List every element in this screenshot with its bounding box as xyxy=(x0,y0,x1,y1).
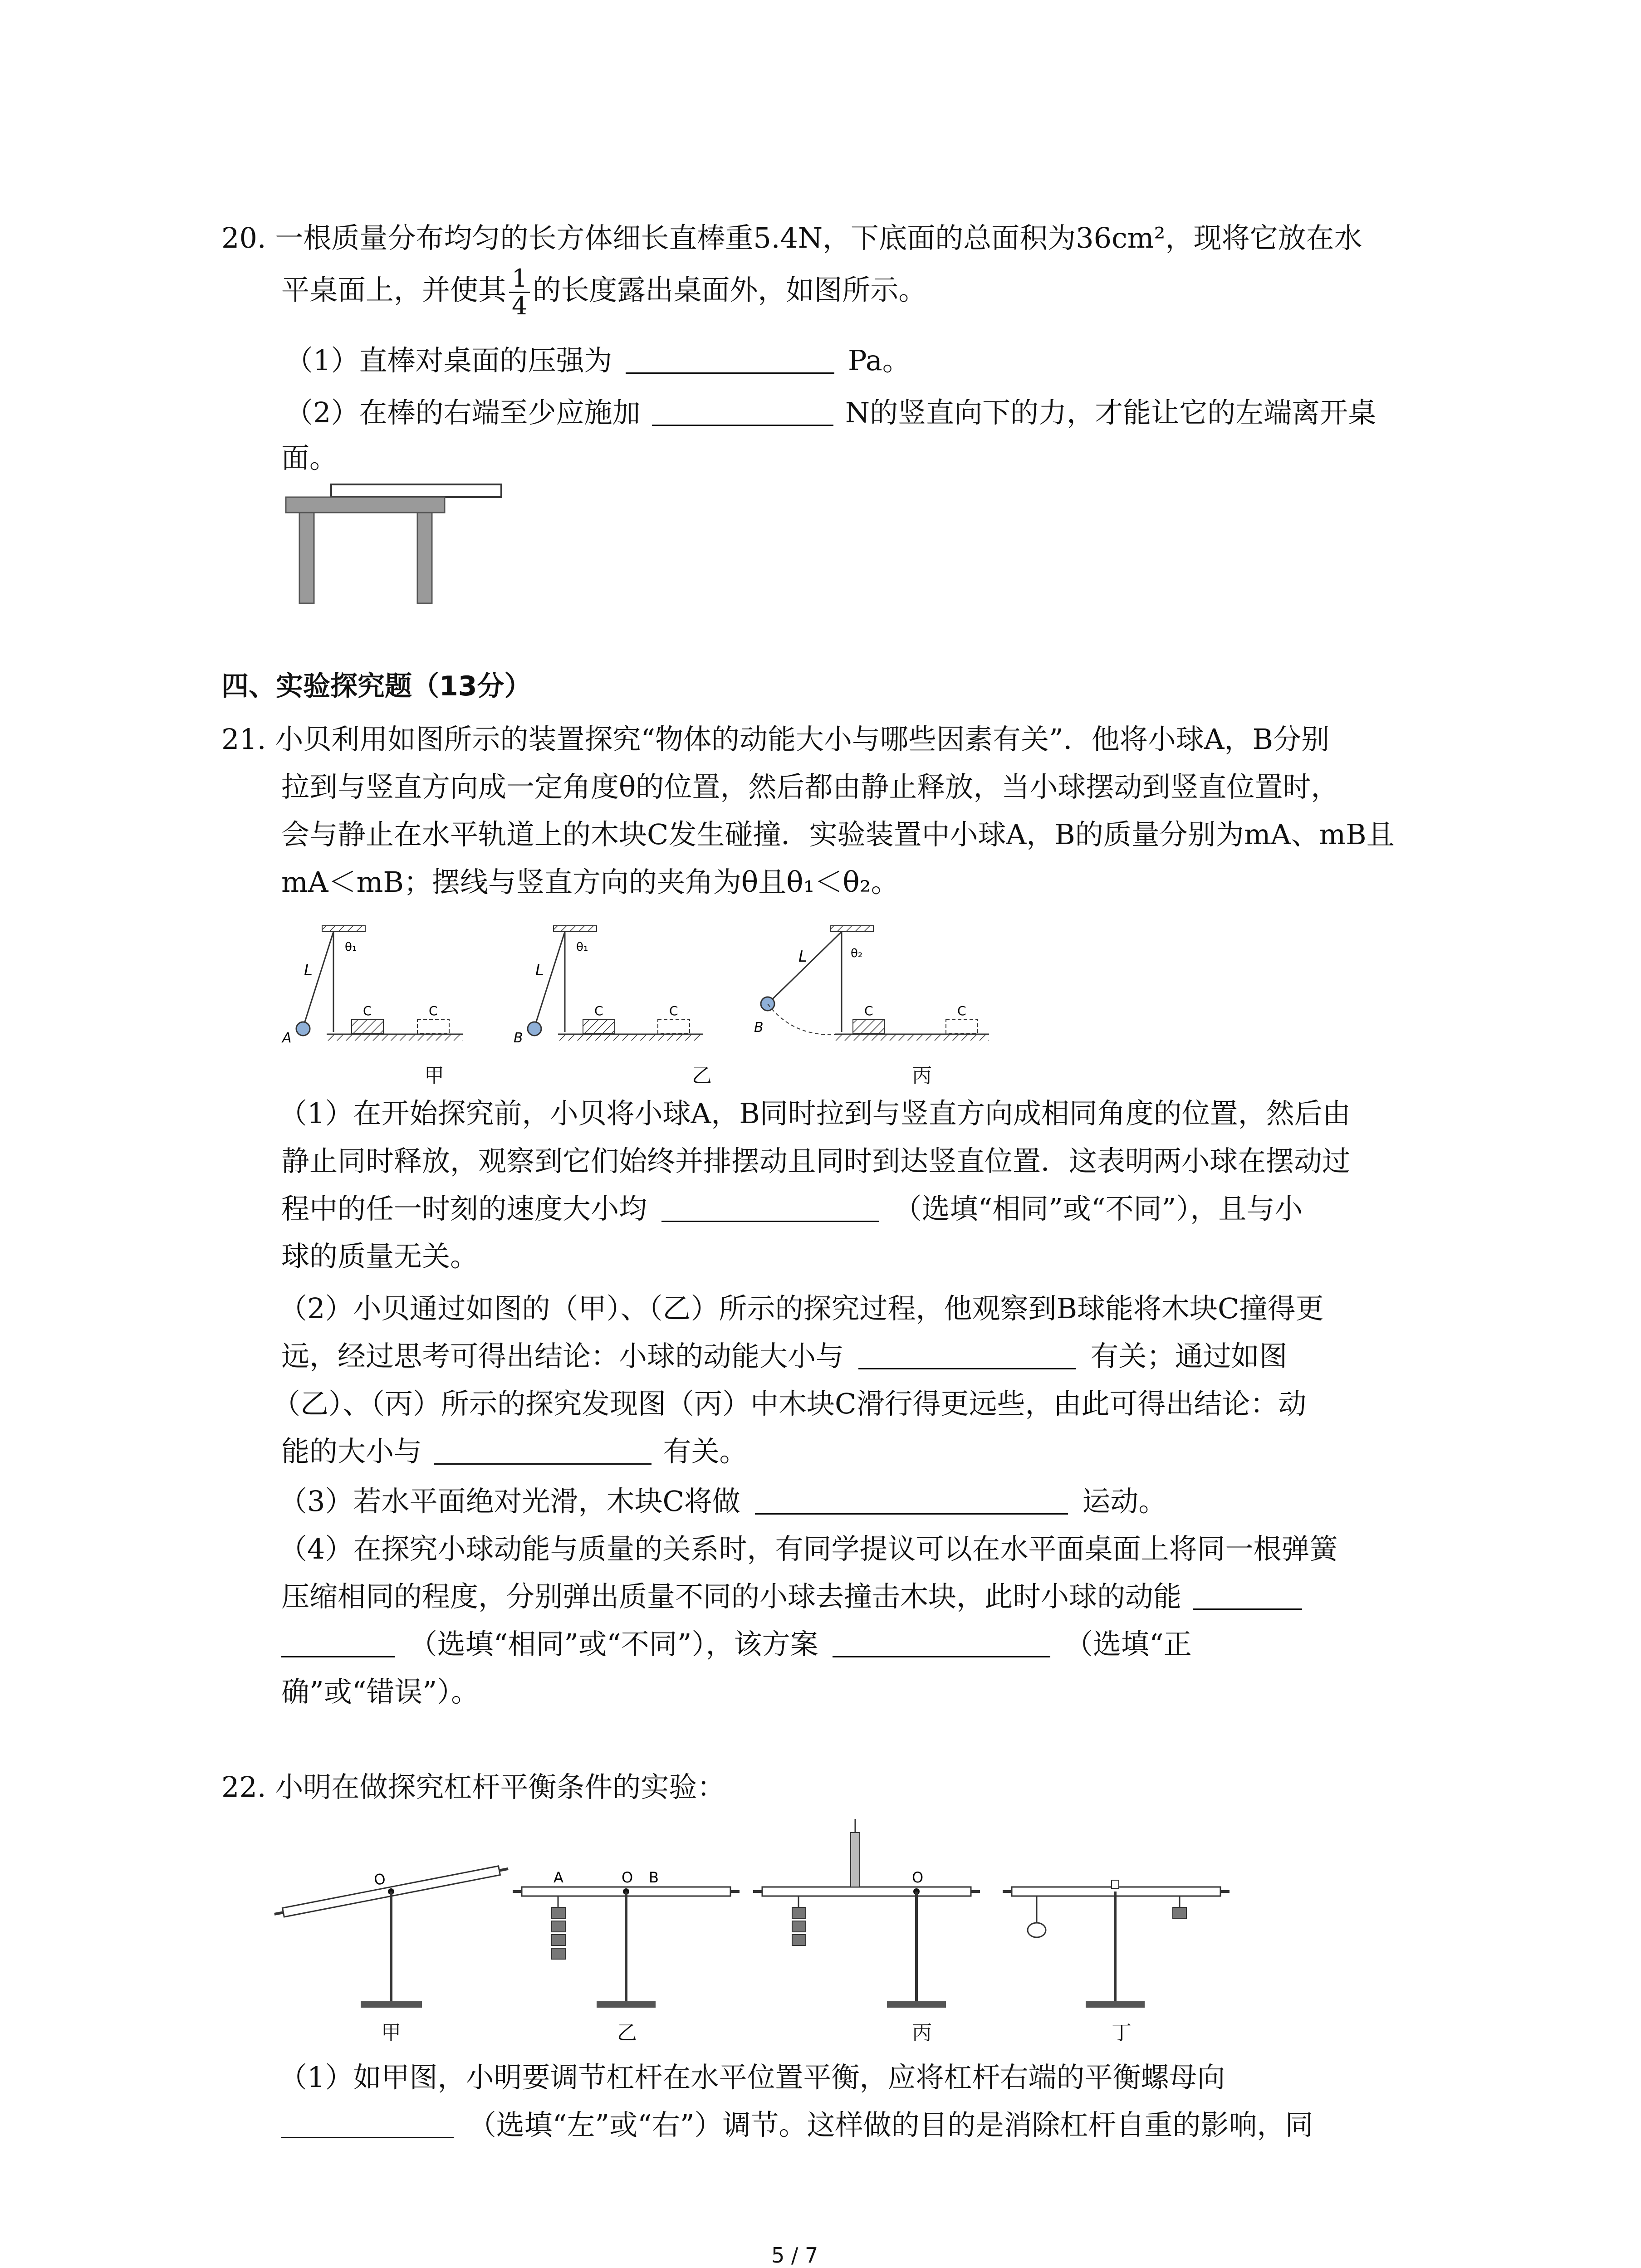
caption-jia: 甲 xyxy=(424,1064,444,1087)
section-heading: 四、实验探究题（13分） xyxy=(221,670,532,702)
q21-p1-line2: 静止同时释放，观察到它们始终并排摆动且同时到达竖直位置．这表明两小球在摆动过 xyxy=(281,1144,1351,1178)
answer-blank[interactable] xyxy=(281,1624,395,1657)
svg-text:A: A xyxy=(554,1869,563,1886)
q22-p1-line1: （1）如甲图，小明要调节杠杆在水平位置平衡，应将杠杆右端的平衡螺母向 xyxy=(279,2061,1225,2094)
lever-bing xyxy=(753,1819,980,2008)
block-c-final xyxy=(417,1020,449,1033)
lever-figures xyxy=(272,1814,1270,2023)
q21-p4-line2: 压缩相同的程度，分别弹出质量不同的小球去撞击木块，此时小球的动能 xyxy=(281,1576,1305,1617)
fraction-one-quarter: $\frac{1}{4}$ xyxy=(509,265,530,319)
q20-line2: 平桌面上，并使其 $\frac{1}{4}$ 的长度露出桌面外，如图所示。 xyxy=(281,264,927,320)
rod xyxy=(331,484,501,497)
svg-text:A: A xyxy=(282,1030,292,1046)
caption-yi: 乙 xyxy=(617,2021,637,2044)
q20-number: 20. xyxy=(221,221,266,254)
q21-p4-line1: （4）在探究小球动能与质量的关系时，有同学提议可以在水平面桌面上将同一根弹簧 xyxy=(279,1532,1338,1565)
pendulum-figures xyxy=(272,925,1043,1075)
figure-bing xyxy=(754,925,989,1041)
lever-jia xyxy=(272,1847,509,2008)
caption-yi: 乙 xyxy=(692,1064,712,1087)
caption-jia: 甲 xyxy=(381,2021,401,2044)
block-c-final xyxy=(658,1020,690,1033)
q21-p2-line3: （乙）、（丙）所示的探究发现图（丙）中木块C滑行得更远些，由此可得出结论：动 xyxy=(272,1387,1307,1420)
q21-p4-line4: 确”或“错误”）。 xyxy=(281,1675,480,1708)
q21-p1-line1: （1）在开始探究前，小贝将小球A，B同时拉到与竖直方向成相同角度的位置，然后由 xyxy=(279,1097,1351,1130)
answer-blank[interactable] xyxy=(755,1481,1068,1515)
ball-b xyxy=(528,1022,541,1036)
q21-p1-line4: 球的质量无关。 xyxy=(281,1240,479,1273)
svg-text:C: C xyxy=(669,1003,678,1018)
q20-part2-cont: 面。 xyxy=(281,441,338,474)
q22-number: 22. xyxy=(221,1770,266,1804)
svg-text:θ₁: θ₁ xyxy=(576,940,588,954)
svg-text:C: C xyxy=(594,1003,603,1018)
svg-text:C: C xyxy=(864,1003,873,1018)
block-c xyxy=(352,1020,383,1033)
table-leg xyxy=(299,513,314,603)
q20-part1: （1）直棒对桌面的压强为 Pa。 xyxy=(285,340,911,381)
answer-blank[interactable] xyxy=(626,341,834,374)
lever-yi xyxy=(513,1869,740,2008)
svg-text:C: C xyxy=(957,1003,966,1018)
answer-blank[interactable] xyxy=(281,2105,454,2138)
q22-p1-line2: （选填“左”或“右”）调节。这样做的目的是消除杠杆自重的影响，同 xyxy=(281,2105,1313,2146)
q21-number: 21. xyxy=(221,723,266,756)
q22-line1: 22. 小明在做探究杠杆平衡条件的实验： xyxy=(221,1770,725,1804)
lever-ding xyxy=(1003,1880,1230,2008)
block-c-final xyxy=(946,1020,978,1033)
answer-blank[interactable] xyxy=(434,1432,652,1465)
svg-text:L: L xyxy=(304,961,313,979)
q21-p3: （3）若水平面绝对光滑，木块C将做 运动。 xyxy=(279,1481,1166,1522)
svg-text:L: L xyxy=(535,961,544,979)
block-c xyxy=(853,1020,885,1033)
q21-line3: 会与静止在水平轨道上的木块C发生碰撞．实验装置中小球A，B的质量分别为mA、mB且 xyxy=(281,818,1395,851)
caption-ding: 丁 xyxy=(1112,2021,1132,2044)
q21-line4: mA＜mB；摆线与竖直方向的夹角为θ且θ₁＜θ₂。 xyxy=(281,865,899,899)
block-c xyxy=(583,1020,615,1033)
q21-line2: 拉到与竖直方向成一定角度θ的位置，然后都由静止释放，当小球摆动到竖直位置时， xyxy=(281,770,1339,803)
svg-text:B: B xyxy=(514,1030,523,1046)
q21-p4-line3: （选填“相同”或“不同”），该方案 （选填“正 xyxy=(281,1624,1192,1665)
q20-line1: 20. 一根质量分布均匀的长方体细长直棒重5.4N，下底面的总面积为36cm²，现将它放在水 xyxy=(221,221,1362,254)
svg-text:B: B xyxy=(754,1020,764,1036)
svg-text:B: B xyxy=(649,1869,659,1886)
q21-p2-line1: （2）小贝通过如图的（甲）、（乙）所示的探究过程，他观察到B球能将木块C撞得更 xyxy=(279,1292,1324,1325)
answer-blank[interactable] xyxy=(652,393,833,426)
q21-p1-line3: 程中的任一时刻的速度大小均 （选填“相同”或“不同”），且与小 xyxy=(281,1188,1303,1229)
svg-text:O: O xyxy=(912,1869,924,1886)
answer-blank[interactable] xyxy=(1193,1577,1302,1610)
table-rod-figure xyxy=(281,481,508,608)
figure-yi xyxy=(514,925,703,1046)
svg-text:θ₂: θ₂ xyxy=(851,947,863,960)
answer-blank[interactable] xyxy=(661,1189,879,1222)
table-leg xyxy=(417,513,432,603)
caption-bing: 丙 xyxy=(912,1064,932,1087)
q21-p2-line2: 远，经过思考可得出结论：小球的动能大小与 有关；通过如图 xyxy=(281,1336,1287,1377)
caption-bing: 丙 xyxy=(912,2021,932,2044)
svg-text:O: O xyxy=(622,1869,633,1886)
svg-text:L: L xyxy=(798,948,807,966)
answer-blank[interactable] xyxy=(858,1336,1076,1369)
figure-jia xyxy=(281,925,463,1046)
svg-text:O: O xyxy=(372,1870,387,1889)
ball-a xyxy=(296,1022,310,1036)
q21-p2-line4: 能的大小与 有关。 xyxy=(281,1431,747,1472)
table-top xyxy=(286,497,445,513)
q21-line1: 21. 小贝利用如图所示的装置探究“物体的动能大小与哪些因素有关”．他将小球A，B分别 xyxy=(221,723,1330,756)
q20-part2: （2）在棒的右端至少应施加 N的竖直向下的力，才能让它的左端离开桌 xyxy=(285,392,1376,433)
svg-text:θ₁: θ₁ xyxy=(345,940,357,954)
spring-scale xyxy=(851,1833,860,1887)
svg-text:C: C xyxy=(363,1003,372,1018)
svg-text:C: C xyxy=(429,1003,438,1018)
answer-blank[interactable] xyxy=(833,1624,1050,1657)
page-number: 5 / 7 xyxy=(771,2243,818,2268)
